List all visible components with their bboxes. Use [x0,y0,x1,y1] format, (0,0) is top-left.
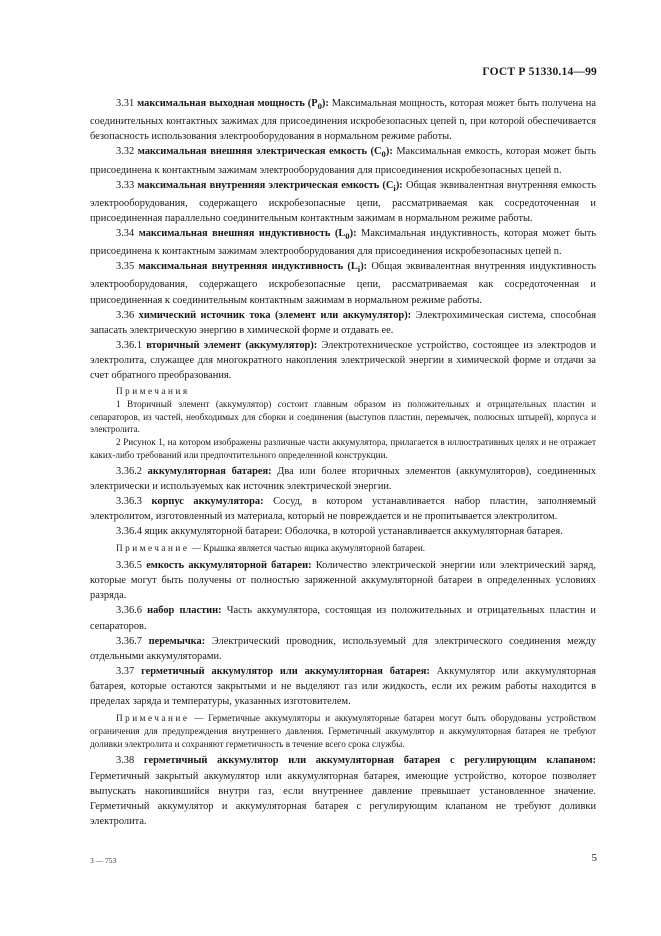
clause-3-36: 3.36 химический источник тока (элемент или аккумулятор): Электрохимическая система, способная запасать электрическую энергию в химической форме и отдавать ее. [90,309,596,336]
clause-3-35: 3.35 максимальная внутренняя индуктивность $(L_i)$: Общая эквивалентная внутренняя индуктивность электрооборудования, содержащего искробезопасные цепи, рассматриваемая как сосредоточенная и присоединенная к соединительным контактным зажимам в нормальном режиме работы. [90,261,596,306]
note-2: 2 Рисунок 1, на котором изображены различные части аккумулятора, прилагается в иллюстративных целях и не отражает каких-либо требований или предпочтительного определенной конструкции. [90,437,596,461]
clause-3-36-3: 3.36.3 корпус аккумулятора: Сосуд, в котором устанавливается набор пластин, заполняемый электролитом, изготовленный из материала, который не повреждается и не пропитывается электролитом. [90,496,596,523]
note-4: Примечание — Герметичные аккумуляторы и аккумуляторные батареи могут быть оборудованы устройством ограничения для предупреждения внутреннего давления. Герметичный аккумулятор и аккумуляторная батарея не требуют доливки электролита и сохраняют герметичность в течение всего срока службы. [90,713,596,749]
note-1: 1 Вторичный элемент (аккумулятор) состоит главным образом из положительных и отрицательных пластин и сепараторов, из частей, необходимых для сборки и соединения (выступов пластин, перемычек, полюсных штырей), корпуса и электролита. [90,398,596,435]
page-number: 5 [591,852,597,864]
clause-3-32: 3.32 максимальная внешняя электрическая емкость $(C_0)$: Максимальная емкость, которая может быть присоединена к контактным зажимам электрооборудования для присоединения искробезопасных цепей n. [90,146,597,176]
clause-3-36-1: 3.36.1 вторичный элемент (аккумулятор): Электротехническое устройство, состоящее из электродов и электролита, служащее для многократного накопления электрической энергии в химической форме и отдачи за счет обратного преобразования. [90,339,597,381]
clause-3-36-4: 3.36.4 ящик аккумуляторной батареи: Оболочка, в которой устанавливается аккумуляторная батарея. [116,526,563,538]
clause-3-36-5: 3.36.5 емкость аккумуляторной батареи: Количество электрической энергии или электрический заряд, которые могут быть получены от полностью заряженной аккумуляторной батареи в определенных условиях разряда. [90,560,596,602]
print-code: 3 — 753 [90,856,117,865]
clause-3-36-6: 3.36.6 набор пластин: Часть аккумулятора, состоящая из положительных и отрицательных пластин и сепараторов. [90,605,596,632]
notes-heading: Примечания [116,386,190,397]
document-body [90,96,596,829]
clause-3-31: 3.31 максимальная выходная мощность $(P_0)$: Максимальная мощность, которая может быть получена на соединительных контактных зажимах для присоединения искробезопасных цепей n, при которой обеспечивается безопасность использования электрооборудования в нормальном режиме работы. [90,98,596,143]
clause-3-34: 3.34 максимальная внешняя индуктивность $(L_0)$: Максимальная индуктивность, которая может быть присоединена к контактным зажимам электрооборудования для присоединения искробезопасных цепей n. [90,227,596,258]
note-3: Примечание — Крышка является частью ящика акумуляторной батареи. [116,543,426,554]
document-header: ГОСТ Р 51330.14—99 [482,66,597,78]
clause-3-36-7: 3.36.7 перемычка: Электрический проводник, используемый для электрического соединения между отдельными аккумуляторами. [90,635,596,662]
clause-3-33: 3.33 максимальная внутренняя электрическая емкость $(C_i)$: Общая эквивалентная внутренняя емкость электрооборудования, содержащего искробезопасные цепи, рассматриваемая как сосредоточенная и присоединенная параллельно соединительным контактным зажимам в нормальном режиме работы. [90,179,596,224]
clause-3-36-2: 3.36.2 аккумуляторная батарея: Два или более вторичных элементов (аккумуляторов), соединенных электрически и используемых как источник электрической энергии. [90,465,596,492]
clause-3-37: 3.37 герметичный аккумулятор или аккумуляторная батарея: Аккумулятор или аккумуляторная батарея, которые остаются закрытыми и не выделяют газ или жидкость, если их режим работы находится в пределах заряда и температуры, указанных изготовителем. [90,665,596,707]
clause-3-38: 3.38 герметичный аккумулятор или аккумуляторная батарея с регулирующим клапаном: Герметичный закрытый аккумулятор или аккумуляторная батарея, имеющие устройство, которое позволяет выпускать накопившийся внутри газ, если внутреннее давление превышает установленное значение. Герметичный аккумулятор и аккумуляторная батарея с регулирующим клапаном не требуют доливки электролита. [90,755,596,827]
